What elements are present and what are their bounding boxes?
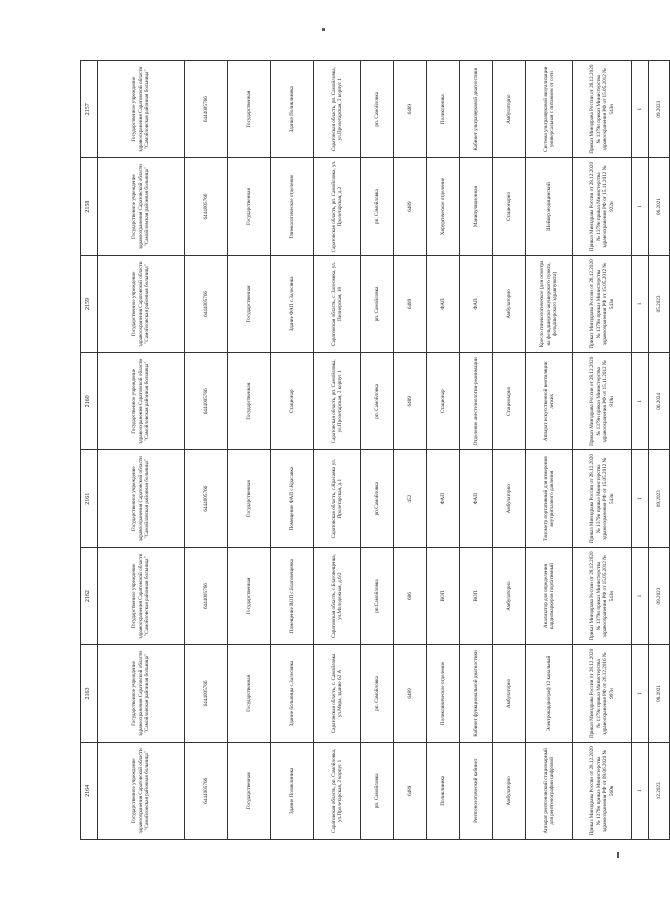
inn-cell: 6444005766 bbox=[185, 353, 228, 450]
record-id-cell: 2158 bbox=[81, 158, 98, 255]
equipment-table bbox=[80, 60, 670, 840]
legal-basis-cell: Приказ Минздрава России от 28.12.2020 № 1379н приказ Министерства здравоохранения РФ от 15.05.2012 № 543н bbox=[573, 547, 632, 644]
room-cell: ФАП bbox=[460, 255, 493, 352]
equipment-cell: Кресло гинекологическое (для осмотра на фельдшерско-акушерского пункта, фельдшерского здравпункта) bbox=[526, 255, 573, 352]
date-cell: 08.2021 bbox=[649, 645, 670, 742]
equipment-cell: Электрокардиограф 12 канальный bbox=[526, 645, 573, 742]
table-row bbox=[185, 61, 228, 840]
quantity-cell: 1 bbox=[632, 547, 649, 644]
table-row bbox=[361, 61, 394, 840]
building-cell: Помещение ВОП с.Благовещенка bbox=[271, 547, 314, 644]
inn-cell: 6444005766 bbox=[185, 645, 228, 742]
legal-basis-cell: Приказ Минздрава России от 28.12.2020 № 1379н приказ Министерства здравоохранения РФ от 26.12.2016 № 997н bbox=[573, 645, 632, 742]
department-cell: ФАП bbox=[427, 255, 460, 352]
room-cell: ФАП bbox=[460, 450, 493, 547]
inn-cell: 6444005766 bbox=[185, 547, 228, 644]
care-mode-cell: Амбулаторно bbox=[493, 645, 526, 742]
organization-cell: Государственное учреждение здравоохранения Саратовской области "Самойловская районная больница" bbox=[98, 353, 185, 450]
code-cell: 452 bbox=[394, 450, 427, 547]
table-row bbox=[228, 61, 271, 840]
table-row bbox=[314, 61, 361, 840]
locality-cell: рп.Самойловка bbox=[361, 547, 394, 644]
room-cell: Кабинет ультразвуковой диагностики bbox=[460, 61, 493, 158]
inn-cell: 6444005766 bbox=[185, 158, 228, 255]
room-cell: Манипуляционная bbox=[460, 158, 493, 255]
address-cell: Саратовская область, с. Залесянка, ул. Пионерская, 18 bbox=[314, 255, 361, 352]
table-row bbox=[573, 61, 632, 840]
room-cell: Отделение анестезиологии-реанимации bbox=[460, 353, 493, 450]
date-cell: 06.2024 bbox=[649, 353, 670, 450]
legal-basis-cell: Приказ Минздрава России от 28.12.2020 № 1379н приказ Министерства здравоохранения РФ от 15.05.2012 № 543н bbox=[573, 61, 632, 158]
quantity-cell: 1 bbox=[632, 255, 649, 352]
code-cell: 6489 bbox=[394, 61, 427, 158]
building-cell: Помещение ФАП с.Красавка bbox=[271, 450, 314, 547]
quantity-cell: 1 bbox=[632, 353, 649, 450]
rotated-table-wrapper bbox=[80, 60, 662, 840]
care-mode-cell: Амбулаторно bbox=[493, 547, 526, 644]
room-cell: ВОП bbox=[460, 547, 493, 644]
address-cell: Саратовская область, рп. Самойловка, ул.Пролетарская, 2 корпус 1 bbox=[314, 742, 361, 839]
address-cell: Саратовская область, с. Самойловка ул.Мира, здание 62 А bbox=[314, 645, 361, 742]
code-cell: 6489 bbox=[394, 742, 427, 839]
code-cell: 6489 bbox=[394, 645, 427, 742]
date-cell: 12.2023 bbox=[649, 742, 670, 839]
date-cell: 09.2023 bbox=[649, 450, 670, 547]
inn-cell: 6444005766 bbox=[185, 255, 228, 352]
code-cell: 6489 bbox=[394, 255, 427, 352]
equipment-cell: Анализатор для определения кардиомаркеров портативный bbox=[526, 547, 573, 644]
table-row bbox=[81, 61, 98, 840]
organization-cell: Государственное учреждение здравоохранения Саратовской области "Самойловская районная больница" bbox=[98, 158, 185, 255]
ownership-cell: Государственная bbox=[228, 255, 271, 352]
date-cell: 05.2023 bbox=[649, 255, 670, 352]
ownership-cell: Государственная bbox=[228, 353, 271, 450]
department-cell: Стационар bbox=[427, 353, 460, 450]
quantity-cell: 1 bbox=[632, 450, 649, 547]
locality-cell: рп. Самойловка bbox=[361, 158, 394, 255]
address-cell: Саратовская область, рп. Самойловка, ул. Пролетарская, д.2 bbox=[314, 158, 361, 255]
care-mode-cell: Стационарно bbox=[493, 158, 526, 255]
equipment-cell: Система ультразвуковой визуализации универсальная с питанием от сети bbox=[526, 61, 573, 158]
table-row bbox=[271, 61, 314, 840]
inn-cell: 6444005766 bbox=[185, 742, 228, 839]
building-cell: Гинекологическое отделение bbox=[271, 158, 314, 255]
department-cell: Хирургическое отделение bbox=[427, 158, 460, 255]
organization-cell: Государственное учреждение здравоохранения Саратовской области "Самойловская районная больница" bbox=[98, 61, 185, 158]
record-id-cell: 2162 bbox=[81, 547, 98, 644]
organization-cell: Государственное учреждение здравоохранения Саратовской области "Самойловская районная больница" bbox=[98, 450, 185, 547]
department-cell: ВОП bbox=[427, 547, 460, 644]
care-mode-cell: Амбулаторно bbox=[493, 61, 526, 158]
record-id-cell: 2164 bbox=[81, 742, 98, 839]
ownership-cell: Государственная bbox=[228, 61, 271, 158]
ownership-cell: Государственная bbox=[228, 742, 271, 839]
scan-speck bbox=[617, 852, 619, 858]
organization-cell: Государственное учреждение здравоохранения Саратовской области "Самойловская районная больница" bbox=[98, 742, 185, 839]
legal-basis-cell: Приказ Минздрава России от 28.12.2020 № 1379н приказ Министерства здравоохранения РФ от 15.05.2012 № 543н bbox=[573, 255, 632, 352]
building-cell: Здание Поликлиника bbox=[271, 61, 314, 158]
date-cell: 09.2023 bbox=[649, 547, 670, 644]
record-id-cell: 2160 bbox=[81, 353, 98, 450]
record-id-cell: 2157 bbox=[81, 61, 98, 158]
table-row bbox=[394, 61, 427, 840]
ownership-cell: Государственная bbox=[228, 158, 271, 255]
table-row bbox=[427, 61, 460, 840]
inn-cell: 6444005766 bbox=[185, 61, 228, 158]
building-cell: Стационар bbox=[271, 353, 314, 450]
ownership-cell: Государственная bbox=[228, 547, 271, 644]
department-cell: Поликлиника bbox=[427, 742, 460, 839]
legal-basis-cell: Приказ Минздрава России от 28.12.2020 № 1379н приказ Министерства здравоохранения РФ от 15.11.2012 № 919н bbox=[573, 353, 632, 450]
record-id-cell: 2159 bbox=[81, 255, 98, 352]
code-cell: 686 bbox=[394, 547, 427, 644]
inn-cell: 6444005766 bbox=[185, 450, 228, 547]
legal-basis-cell: Приказ Минздрава России от 28.12.2020 № 1379н приказ Министерства здравоохранения РФ от 15.05.2012 № 543н bbox=[573, 450, 632, 547]
locality-cell: рп. Самойловка bbox=[361, 742, 394, 839]
quantity-cell: 1 bbox=[632, 158, 649, 255]
room-cell: Рентгенологический кабинет bbox=[460, 742, 493, 839]
locality-cell: рп.Самойловка bbox=[361, 450, 394, 547]
quantity-cell: 1 bbox=[632, 61, 649, 158]
care-mode-cell: Стационарно bbox=[493, 353, 526, 450]
quantity-cell: 1 bbox=[632, 742, 649, 839]
address-cell: Саратовская область, с.Красавка ул. Пролетарская, д.1 bbox=[314, 450, 361, 547]
legal-basis-cell: Приказ Минздрава России от 28.12.2020 № 1379н приказ Министерства здравоохранения РФ от 15.11.2012 № 922н bbox=[573, 158, 632, 255]
table-row bbox=[493, 61, 526, 840]
date-cell: 09.2023 bbox=[649, 61, 670, 158]
organization-cell: Государственное учреждение здравоохранения Саратовской области "Самойловская районная больница" bbox=[98, 645, 185, 742]
equipment-cell: Шейвер медицинский bbox=[526, 158, 573, 255]
building-cell: Здание Поликлиника bbox=[271, 742, 314, 839]
table-row bbox=[98, 61, 185, 840]
locality-cell: рп. Самойловка bbox=[361, 61, 394, 158]
building-cell: Здание ФАП с.Залесянка bbox=[271, 255, 314, 352]
locality-cell: рп. Самойловка bbox=[361, 255, 394, 352]
table-row bbox=[649, 61, 670, 840]
code-cell: 6489 bbox=[394, 158, 427, 255]
legal-basis-cell: Приказ Минздрава России от 28.12.2020 № 1379н приказ Министерства здравоохранения РФ от 09.06.2020 № 560н bbox=[573, 742, 632, 839]
record-id-cell: 2163 bbox=[81, 645, 98, 742]
department-cell: ФАП bbox=[427, 450, 460, 547]
building-cell: Здание больницы с.Залесянка bbox=[271, 645, 314, 742]
equipment-cell: Тонометр портативный для измерения внутриглазного давления bbox=[526, 450, 573, 547]
department-cell: Поликлиника bbox=[427, 61, 460, 158]
ownership-cell: Государственная bbox=[228, 450, 271, 547]
scan-speck bbox=[322, 28, 325, 31]
record-id-cell: 2161 bbox=[81, 450, 98, 547]
care-mode-cell: Амбулаторно bbox=[493, 255, 526, 352]
equipment-cell: Аппарат искусственной вентиляции легких bbox=[526, 353, 573, 450]
locality-cell: рп. Самойловка bbox=[361, 645, 394, 742]
date-cell: 06.2021 bbox=[649, 158, 670, 255]
quantity-cell: 1 bbox=[632, 645, 649, 742]
address-cell: Саратовская область, с.Благовещенка, ул.Молодежная, д.6/2 bbox=[314, 547, 361, 644]
table-row bbox=[526, 61, 573, 840]
table-row bbox=[632, 61, 649, 840]
address-cell: Саратовская область, рп. Самойловка, ул.Пролетарская, 2 корпус 1 bbox=[314, 61, 361, 158]
organization-cell: Государственное учреждение здравоохранения Саратовской области "Самойловская районная больница" bbox=[98, 255, 185, 352]
locality-cell: рп. Самойловка bbox=[361, 353, 394, 450]
address-cell: Саратовская область, рп. Самойловка, ул.Пролетарская, 2 корпус 1 bbox=[314, 353, 361, 450]
equipment-cell: Аппарат рентгеновский стационарный для рентгенографии цифровой bbox=[526, 742, 573, 839]
table-body bbox=[81, 61, 670, 840]
ownership-cell: Государственная bbox=[228, 645, 271, 742]
room-cell: Кабинет функциональной диагностики bbox=[460, 645, 493, 742]
care-mode-cell: Амбулаторно bbox=[493, 742, 526, 839]
care-mode-cell: Амбулаторно bbox=[493, 450, 526, 547]
code-cell: 6489 bbox=[394, 353, 427, 450]
table-row bbox=[460, 61, 493, 840]
department-cell: Поликлиническое отделение bbox=[427, 645, 460, 742]
organization-cell: Государственное учреждение здравоохранения Саратовской области "Самойловская районная больница" bbox=[98, 547, 185, 644]
